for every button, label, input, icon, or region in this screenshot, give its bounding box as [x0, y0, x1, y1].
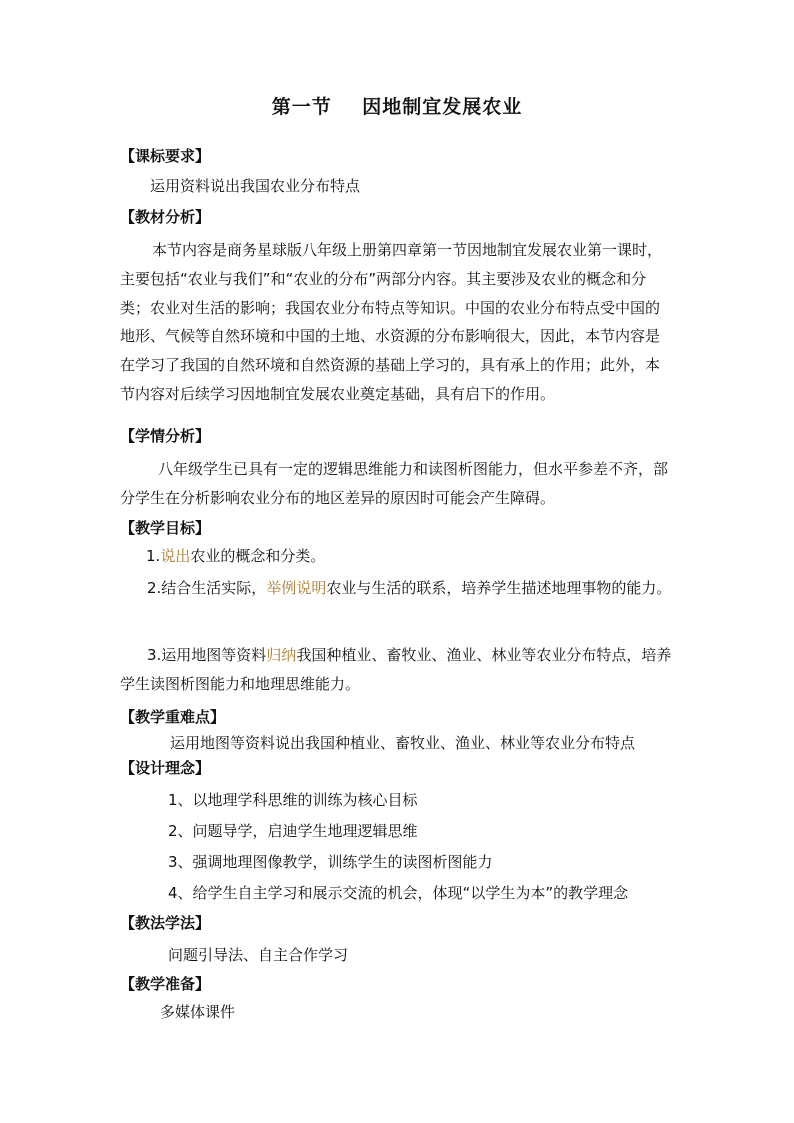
methods-text: 问题引导法、自主合作学习: [168, 946, 349, 964]
goal-2-text: 农业与生活的联系，培养学生描述地理事物的能力。: [326, 579, 672, 597]
design-item-4: 4、给学生自主学习和展示交流的机会，体现“以学生为本”的教学理念: [168, 884, 629, 902]
heading-keypoints: 【教学重难点】: [120, 708, 226, 726]
document-title: 第一节 因地制宜发展农业: [271, 96, 523, 118]
textbook-paragraph: 本节内容是商务星球版八年级上册第四章第一节因地制宜发展农业第一课时，主要包括“农业与我们”和“农业的分布”两部分内容。其主要涉及农业的概念和分类；农业对生活的影响；我国农业分布特点等知识。中国的农业分布特点受中国的地形、气候等自然环境和中国的土地、水资源的分布影响很大，因此，本节内容是在学习了我国的自然环境和自然资源的基础上学习的，具有承上的作用；此外，本节内容对后续学习因地制宜发展农业奠定基础，具有启下的作用。: [120, 241, 663, 403]
goal-2: [120, 574, 674, 603]
design-item-3: 3、强调地理图像教学，训练学生的读图析图能力: [168, 853, 493, 871]
goal-3-highlight: 归纳: [266, 646, 297, 664]
goal-2-highlight: 举例说明: [266, 579, 327, 597]
goal-1-highlight: 说出: [160, 547, 191, 565]
heading-curriculum: 【课标要求】: [120, 147, 211, 165]
design-item-1: 1、以地理学科思维的训练为核心目标: [168, 791, 418, 809]
keypoints-text: 运用地图等资料说出我国种植业、畜牧业、渔业、林业等农业分布特点: [170, 734, 636, 752]
goal-3-text: 我国种植业、畜牧业、渔业、林业等农业分布特点，培养学生读图析图能力和地理思维能力。: [120, 646, 672, 693]
heading-students: 【学情分析】: [120, 427, 211, 445]
heading-textbook: 【教材分析】: [120, 208, 211, 226]
heading-design: 【设计理念】: [120, 759, 211, 777]
curriculum-text: 运用资料说出我国农业分布特点: [150, 177, 361, 195]
goal-1-number: 1.: [146, 547, 161, 565]
goal-2-number: 2.结合生活实际，: [147, 579, 267, 597]
prep-text: 多媒体课件: [160, 1003, 236, 1021]
heading-methods: 【教法学法】: [120, 914, 211, 932]
goal-3: [120, 641, 674, 699]
students-paragraph: 八年级学生已具有一定的逻辑思维能力和读图析图能力，但水平参差不齐，部分学生在分析影响农业分布的地区差异的原因时可能会产生障碍。: [120, 460, 669, 507]
goal-1: [146, 546, 325, 566]
goal-1-text: 农业的概念和分类。: [190, 547, 326, 565]
heading-prep: 【教学准备】: [120, 975, 211, 993]
goal-3-number: 3.运用地图等资料: [147, 646, 267, 664]
heading-goals: 【教学目标】: [120, 519, 211, 537]
design-item-2: 2、问题导学，启迪学生地理逻辑思维: [168, 822, 418, 840]
